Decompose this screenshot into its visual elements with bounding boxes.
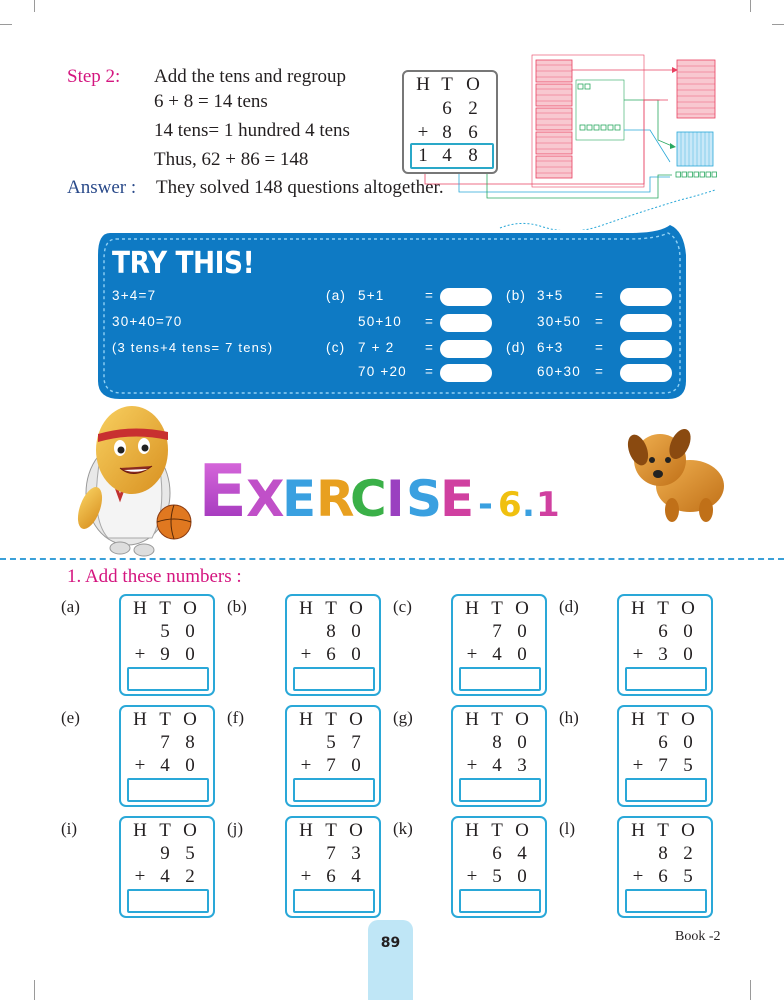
hto-header: H (631, 709, 645, 730)
item-label: (i) (61, 819, 78, 838)
equals-sign: = (425, 314, 435, 329)
crop-mark (34, 0, 35, 12)
hto-digit: 8 (442, 122, 452, 143)
hto-digit: 3 (658, 644, 668, 665)
hto-digit: 5 (683, 755, 693, 776)
exercise-letter: E (198, 449, 248, 533)
hto-digit: 6 (326, 644, 336, 665)
try-example: (3 tens+4 tens= 7 tens) (112, 340, 274, 355)
hto-addition-box (451, 816, 547, 918)
hto-header: H (416, 74, 430, 95)
answer-box[interactable] (293, 778, 375, 802)
plus-sign: + (300, 755, 312, 776)
hto-digit: 9 (160, 843, 170, 864)
problem-expr: 6+3 (537, 340, 564, 355)
hto-header: T (657, 820, 669, 841)
hto-digit: 8 (185, 732, 195, 753)
answer-blank[interactable] (620, 340, 672, 358)
plus-sign: + (466, 866, 478, 887)
hto-header: T (325, 709, 337, 730)
hto-digit: 7 (658, 755, 668, 776)
hto-digit: 5 (683, 866, 693, 887)
hto-addition-box (285, 705, 381, 807)
hto-digit: 0 (185, 621, 195, 642)
step-line: 14 tens= 1 hundred 4 tens (154, 120, 350, 141)
step-line: Add the tens and regroup (154, 66, 347, 87)
answer-box[interactable] (293, 889, 375, 913)
hto-result-digit: 8 (468, 145, 478, 166)
plus-sign: + (466, 644, 478, 665)
hto-result-digit: 4 (442, 145, 452, 166)
answer-box[interactable] (625, 667, 707, 691)
equals-sign: = (595, 364, 605, 379)
answer-blank[interactable] (440, 340, 492, 358)
page-number-tab (368, 920, 413, 1000)
book-label: Book -2 (675, 929, 721, 944)
answer-blank[interactable] (440, 364, 492, 382)
exercise-dash: - (478, 484, 493, 525)
equals-sign: = (425, 364, 435, 379)
try-example: 30+40=70 (112, 314, 183, 329)
hto-digit: 2 (683, 843, 693, 864)
hto-digit: 9 (160, 644, 170, 665)
hto-header: O (515, 598, 529, 619)
exercise-letter: S (406, 470, 443, 528)
item-label: (f) (227, 708, 244, 727)
problem-label: (c) (326, 340, 346, 355)
hto-digit: 7 (160, 732, 170, 753)
plus-sign: + (300, 644, 312, 665)
hto-addition-box (285, 816, 381, 918)
item-label: (e) (61, 708, 80, 727)
hto-header: H (465, 598, 479, 619)
hto-addition-box (285, 594, 381, 696)
exercise-letter: E (440, 470, 475, 528)
crop-mark (750, 980, 751, 1000)
hto-digit: 4 (517, 843, 527, 864)
hto-digit: 7 (492, 621, 502, 642)
problem-expr: 3+5 (537, 288, 564, 303)
step-label: Step 2: (67, 66, 121, 87)
step-line: Thus, 62 + 86 = 148 (154, 149, 309, 170)
hto-header: H (631, 598, 645, 619)
hto-digit: 4 (160, 866, 170, 887)
problem-expr: 7 + 2 (358, 340, 395, 355)
exercise-item (559, 816, 719, 920)
hto-header: O (183, 709, 197, 730)
answer-box[interactable] (459, 778, 541, 802)
try-example: 3+4=7 (112, 288, 157, 303)
hto-digit: 4 (351, 866, 361, 887)
answer-blank[interactable] (440, 288, 492, 306)
hto-header: H (465, 709, 479, 730)
hto-digit: 0 (185, 644, 195, 665)
hto-digit: 0 (517, 732, 527, 753)
plus-sign: + (134, 644, 146, 665)
crop-mark (750, 0, 751, 12)
plus-sign: + (632, 755, 644, 776)
exercise-item (61, 816, 221, 920)
hto-digit: 0 (517, 644, 527, 665)
exercise-item (227, 705, 387, 809)
answer-box[interactable] (293, 667, 375, 691)
hto-header: O (349, 820, 363, 841)
exercise-banner (60, 398, 730, 558)
hto-header: O (681, 820, 695, 841)
hto-digit: 0 (517, 866, 527, 887)
exercise-item (559, 705, 719, 809)
hto-digit: 0 (683, 621, 693, 642)
hto-header: H (133, 598, 147, 619)
answer-label: Answer : (67, 177, 137, 198)
equals-sign: = (425, 340, 435, 355)
potato-mascot-icon (73, 406, 191, 556)
item-label: (a) (61, 597, 80, 616)
answer-box[interactable] (625, 778, 707, 802)
plus-sign: + (134, 866, 146, 887)
answer-box[interactable] (127, 889, 209, 913)
exercise-item (227, 816, 387, 920)
hto-header: T (159, 709, 171, 730)
hto-header: H (133, 709, 147, 730)
exercise-letter: R (316, 470, 355, 528)
hto-header: H (133, 820, 147, 841)
hto-header: T (325, 598, 337, 619)
hto-digit: 6 (468, 122, 478, 143)
hto-digit: 4 (492, 644, 502, 665)
hto-digit: 0 (351, 621, 361, 642)
hto-digit: 6 (492, 843, 502, 864)
exercise-letter: I (386, 470, 405, 528)
answer-box[interactable] (127, 778, 209, 802)
exercise-item (559, 594, 719, 698)
hto-header: O (183, 820, 197, 841)
equals-sign: = (595, 288, 605, 303)
answer-text: They solved 148 questions altogether. (156, 177, 444, 198)
hto-digit: 8 (326, 621, 336, 642)
hto-header: T (159, 820, 171, 841)
exercise-item (61, 594, 221, 698)
answer-box[interactable] (625, 889, 707, 913)
problem-label: (a) (326, 288, 347, 303)
item-label: (g) (393, 708, 413, 727)
hto-digit: 7 (326, 843, 336, 864)
hto-digit: 0 (351, 644, 361, 665)
hto-header: H (299, 709, 313, 730)
hto-header: H (465, 820, 479, 841)
crop-mark (34, 980, 35, 1000)
item-label: (b) (227, 597, 247, 616)
exercise-item (393, 816, 553, 920)
hto-addition-box (451, 594, 547, 696)
exercise-item (393, 594, 553, 698)
answer-blank[interactable] (440, 314, 492, 332)
hto-header: O (349, 709, 363, 730)
page-number: 89 (380, 935, 401, 951)
plus-sign: + (417, 122, 429, 143)
hto-header: O (349, 598, 363, 619)
hto-digit: 6 (658, 866, 668, 887)
exercise-letter: C (350, 470, 387, 528)
plus-sign: + (466, 755, 478, 776)
problem-expr: 50+10 (358, 314, 402, 329)
hto-header: T (325, 820, 337, 841)
hto-addition-box (617, 705, 713, 807)
hto-digit: 3 (517, 755, 527, 776)
hto-digit: 5 (160, 621, 170, 642)
problem-expr: 60+30 (537, 364, 581, 379)
hto-digit: 5 (326, 732, 336, 753)
hto-addition-box (617, 594, 713, 696)
hto-digit: 6 (658, 621, 668, 642)
hto-digit: 0 (351, 755, 361, 776)
hto-addition-box (119, 816, 215, 918)
exercise-number: 1 (536, 485, 560, 525)
hto-digit: 4 (492, 755, 502, 776)
hto-digit: 6 (442, 98, 452, 119)
hto-header: O (681, 709, 695, 730)
hto-header: T (491, 709, 503, 730)
problem-expr: 70 +20 (358, 364, 407, 379)
exercise-heading: 1. Add these numbers : (67, 566, 242, 587)
hto-addition-box (119, 705, 215, 807)
exercise-letter: E (282, 470, 317, 528)
hto-header: H (299, 598, 313, 619)
hto-digit: 4 (160, 755, 170, 776)
hto-header: H (631, 820, 645, 841)
hto-header: H (299, 820, 313, 841)
crop-mark (772, 24, 784, 25)
equals-sign: = (595, 340, 605, 355)
item-label: (j) (227, 819, 244, 838)
hto-header: T (491, 820, 503, 841)
item-label: (h) (559, 708, 579, 727)
crop-mark (0, 24, 12, 25)
hto-header: O (466, 74, 480, 95)
answer-box[interactable] (459, 667, 541, 691)
exercise-number: . (522, 485, 535, 525)
hto-header: O (681, 598, 695, 619)
problem-expr: 30+50 (537, 314, 581, 329)
exercise-item (61, 705, 221, 809)
answer-blank[interactable] (620, 314, 672, 332)
problem-label: (b) (506, 288, 527, 303)
hto-digit: 0 (683, 732, 693, 753)
answer-box[interactable] (127, 667, 209, 691)
equals-sign: = (595, 314, 605, 329)
hto-digit: 8 (492, 732, 502, 753)
hto-digit: 2 (185, 866, 195, 887)
hto-header: T (491, 598, 503, 619)
hto-digit: 6 (326, 866, 336, 887)
plus-sign: + (632, 644, 644, 665)
plus-sign: + (300, 866, 312, 887)
hto-digit: 5 (185, 843, 195, 864)
hto-header: T (657, 598, 669, 619)
hto-digit: 7 (351, 732, 361, 753)
equals-sign: = (425, 288, 435, 303)
item-label: (c) (393, 597, 412, 616)
hto-digit: 2 (468, 98, 478, 119)
item-label: (d) (559, 597, 579, 616)
hto-header: T (159, 598, 171, 619)
item-label: (l) (559, 819, 576, 838)
hto-digit: 7 (326, 755, 336, 776)
hto-digit: 6 (658, 732, 668, 753)
hto-digit: 0 (517, 621, 527, 642)
hto-digit: 0 (185, 755, 195, 776)
hto-digit: 0 (683, 644, 693, 665)
answer-box[interactable] (459, 889, 541, 913)
hto-header: T (441, 74, 453, 95)
hto-header: O (515, 709, 529, 730)
dog-mascot-icon (624, 426, 724, 522)
try-this-title: TRY THIS! (112, 246, 255, 281)
exercise-number: 6 (498, 485, 522, 525)
hto-digit: 8 (658, 843, 668, 864)
item-label: (k) (393, 819, 413, 838)
hto-digit: 3 (351, 843, 361, 864)
exercise-item (393, 705, 553, 809)
exercise-item (227, 594, 387, 698)
hto-addition-box (451, 705, 547, 807)
problem-label: (d) (506, 340, 527, 355)
hto-header: O (183, 598, 197, 619)
hto-addition-box (119, 594, 215, 696)
answer-blank[interactable] (620, 364, 672, 382)
plus-sign: + (134, 755, 146, 776)
step-line: 6 + 8 = 14 tens (154, 91, 268, 112)
plus-sign: + (632, 866, 644, 887)
hto-result-digit: 1 (418, 145, 428, 166)
hto-example-box (402, 70, 498, 174)
exercise-letter: X (246, 470, 285, 528)
answer-blank[interactable] (620, 288, 672, 306)
hto-addition-box (617, 816, 713, 918)
hto-header: T (657, 709, 669, 730)
section-divider (0, 558, 784, 560)
hto-header: O (515, 820, 529, 841)
problem-expr: 5+1 (358, 288, 385, 303)
hto-digit: 5 (492, 866, 502, 887)
